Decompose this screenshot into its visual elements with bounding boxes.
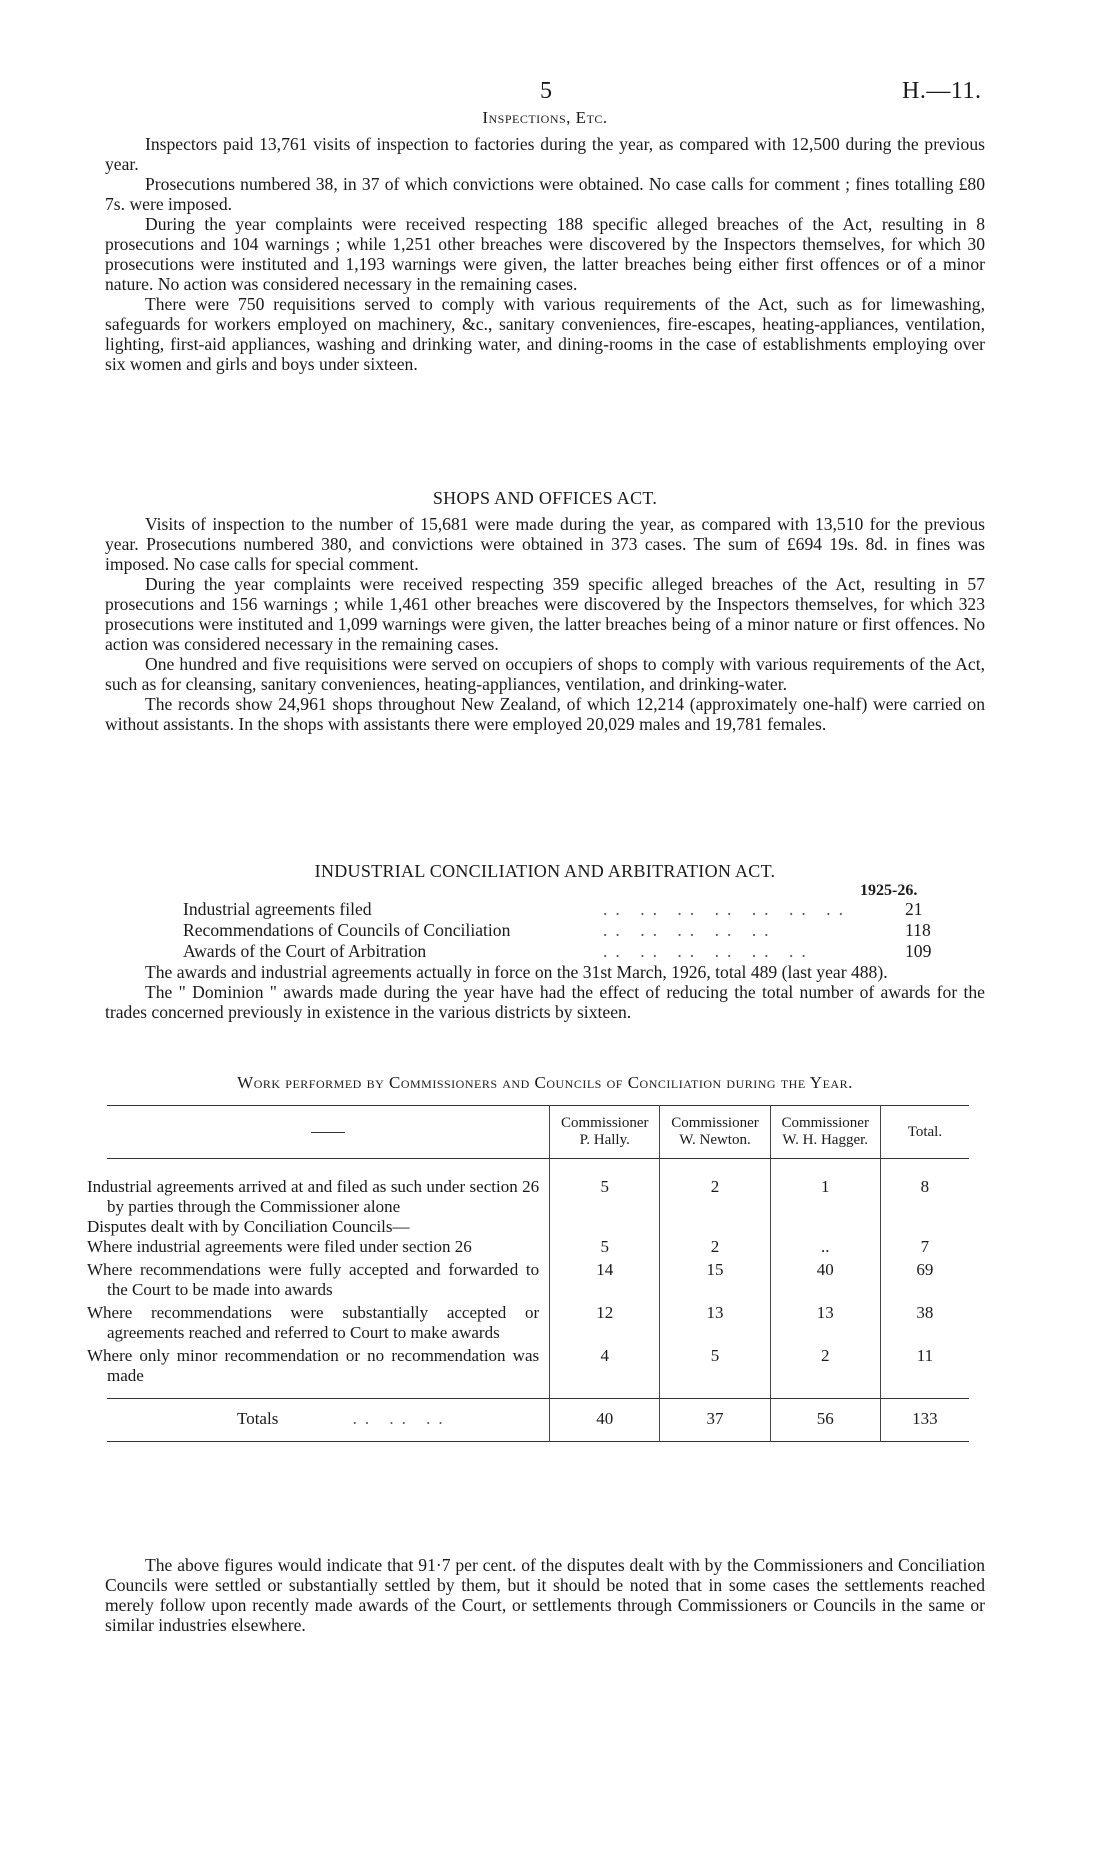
cell-value: 5 [550, 1177, 660, 1217]
cell-value: .. [770, 1237, 880, 1260]
column-header-line: P. Hally. [579, 1132, 630, 1148]
stat-value: 118 [905, 920, 931, 940]
cell-value: 1 [770, 1177, 880, 1217]
industrial-stats [105, 899, 985, 962]
year-heading: 1925-26. [860, 882, 918, 899]
column-header-line: Commissioner [781, 1115, 869, 1131]
totals-label-cell [107, 1399, 550, 1442]
table-row [107, 1237, 969, 1260]
stat-label: Recommendations of Councils of Conciliation [183, 920, 511, 940]
table-row [107, 1217, 969, 1237]
cell-value: 2 [660, 1177, 770, 1217]
paragraph: The " Dominion " awards made during the year have had the effect of reducing the total number of awards for the trades concerned previously in existence in the various districts by sixteen. [105, 982, 985, 1022]
cell-value: 5 [660, 1346, 770, 1399]
table-header-row [107, 1106, 969, 1159]
paragraph: During the year complaints were received respecting 359 specific alleged breaches of the Act, resulting in 57 prosecutions and 156 warnings ; while 1,461 other breaches were discovered by the Inspectors themselves, for which 323 prosecutions were instituted and 1,099 warnings were given, the latter breaches being of a minor nature or first offences. No action was considered necessary in the remaining cases. [105, 574, 985, 654]
paragraph: Inspectors paid 13,761 visits of inspection to factories during the year, as compared with 12,500 during the previous year. [105, 134, 985, 174]
paragraph: Prosecutions numbered 38, in 37 of which convictions were obtained. No case calls for comment ; fines totalling £80 7s. were imposed. [105, 174, 985, 214]
total-value: 37 [660, 1399, 770, 1442]
paragraph: The above figures would indicate that 91·7 per cent. of the disputes dealt with by the Commissioners and Conciliation Councils were settled or substantially settled by them, but it should be noted that in some cases the settlements reached merely follow upon recently made awards of the Court, or settlements through Commissioners or Councils in the same or similar industries elsewhere. [105, 1555, 985, 1635]
work-table-section [87, 1073, 985, 1442]
stat-row [105, 941, 985, 962]
row-label: Where industrial agreements were filed under section 26 [87, 1237, 472, 1256]
stat-value: 21 [905, 899, 923, 919]
column-header-line: W. Newton. [679, 1132, 751, 1148]
cell-value: 14 [550, 1260, 660, 1303]
dash-rule [311, 1132, 345, 1133]
column-header-line: Commissioner [560, 1115, 649, 1131]
dot-leader: .. .. .. .. .. [603, 920, 777, 940]
table-row [107, 1303, 969, 1346]
column-header-line: Commissioner [671, 1115, 759, 1131]
cell-value: 2 [660, 1237, 770, 1260]
shops-section [105, 488, 985, 734]
total-value: 56 [770, 1399, 880, 1442]
cell-value: 38 [880, 1303, 969, 1346]
dot-leader: .. .. .. .. .. .. [603, 941, 814, 961]
paragraph: One hundred and five requisitions were served on occupiers of shops to comply with various requirements of the Act, such as for cleansing, sanitary conveniences, heating-appliances, ventilation, and drinking-water. [105, 654, 985, 694]
description-header [107, 1106, 550, 1159]
paragraph: During the year complaints were received respecting 188 specific alleged breaches of the Act, resulting in 8 prosecutions and 104 warnings ; while 1,251 other breaches were discovered by the Inspectors themselves, for which 30 prosecutions were instituted and 1,193 warnings were given, the latter breaches being either first offences or of a minor nature. No action was considered necessary in the remaining cases. [105, 214, 985, 294]
paragraph: The records show 24,961 shops throughout New Zealand, of which 12,214 (approximately one-half) were carried on without assistants. In the shops with assistants there were employed 20,029 males and 19,781 females. [105, 694, 985, 734]
paragraph: Visits of inspection to the number of 15,681 were made during the year, as compared with 13,510 for the previous year. Prosecutions numbered 380, and convictions were obtained in 373 cases. The sum of £694 19s. 8d. in fines was imposed. No case calls for special comment. [105, 514, 985, 574]
total-value: 40 [550, 1399, 660, 1442]
column-header [770, 1106, 880, 1159]
total-value: 133 [880, 1399, 969, 1442]
column-header [550, 1106, 660, 1159]
shops-heading: SHOPS AND OFFICES ACT. [432, 488, 658, 508]
cell-value: 12 [550, 1303, 660, 1346]
stat-row [105, 920, 985, 941]
stat-value: 109 [905, 941, 932, 961]
cell-value: 11 [880, 1346, 969, 1399]
closing-section [105, 1555, 985, 1635]
paragraph: There were 750 requisitions served to comply with various requirements of the Act, such as for limewashing, safeguards for workers employed on machinery, &c., sanitary conveniences, fire-escapes, heating-appliances, ventilation, lighting, first-aid appliances, washing and drinking water, and dining-rooms in the case of establishments employing over six women and girls and boys under sixteen. [105, 294, 985, 374]
cell-value: 8 [880, 1177, 969, 1217]
document-reference: H.—11. [902, 78, 982, 104]
cell-value: 13 [660, 1303, 770, 1346]
column-header [660, 1106, 770, 1159]
totals-row [107, 1399, 969, 1442]
cell-value: 69 [880, 1260, 969, 1303]
row-label: Where recommendations were fully accepted and forwarded to the Court to be made into awards [87, 1260, 540, 1299]
paragraph: The awards and industrial agreements actually in force on the 31st March, 1926, total 489 (last year 488). [145, 962, 888, 982]
row-label: Where only minor recommendation or no recommendation was made [87, 1346, 540, 1385]
dot-leader: .. .. .. .. .. .. .. [603, 899, 851, 919]
total-header: Total. [880, 1106, 969, 1159]
dot-leader: .. .. .. [352, 1409, 451, 1428]
page-number: 5 [540, 78, 552, 104]
totals-label: Totals [237, 1409, 279, 1428]
table-title: Work performed by Commissioners and Councils of Conciliation during the Year. [237, 1073, 853, 1092]
column-header-line: W. H. Hagger. [782, 1132, 869, 1148]
cell-value: 5 [550, 1237, 660, 1260]
stat-row [105, 899, 985, 920]
cell-value: 40 [770, 1260, 880, 1303]
cell-value: 2 [770, 1346, 880, 1399]
table-row [107, 1346, 969, 1399]
inspections-section [105, 108, 985, 374]
row-label: Disputes dealt with by Conciliation Councils— [87, 1217, 410, 1236]
row-label: Where recommendations were substantially accepted or agreements reached and referred to Court to make awards [87, 1303, 540, 1342]
table-row [107, 1177, 969, 1217]
cell-value: 13 [770, 1303, 880, 1346]
stat-label: Awards of the Court of Arbitration [183, 941, 427, 961]
stat-label: Industrial agreements filed [183, 899, 372, 919]
work-table [87, 1105, 969, 1442]
row-label: Industrial agreements arrived at and filed as such under section 26 by parties through the Commissioner alone [87, 1177, 540, 1216]
cell-value: 15 [660, 1260, 770, 1303]
cell-value: 7 [880, 1237, 969, 1260]
spacer-row [107, 1159, 969, 1178]
cell-value: 4 [550, 1346, 660, 1399]
inspections-heading: Inspections, Etc. [482, 108, 608, 127]
industrial-heading: INDUSTRIAL CONCILIATION AND ARBITRATION ACT. [314, 861, 776, 881]
table-row [107, 1260, 969, 1303]
industrial-section [105, 861, 985, 1022]
